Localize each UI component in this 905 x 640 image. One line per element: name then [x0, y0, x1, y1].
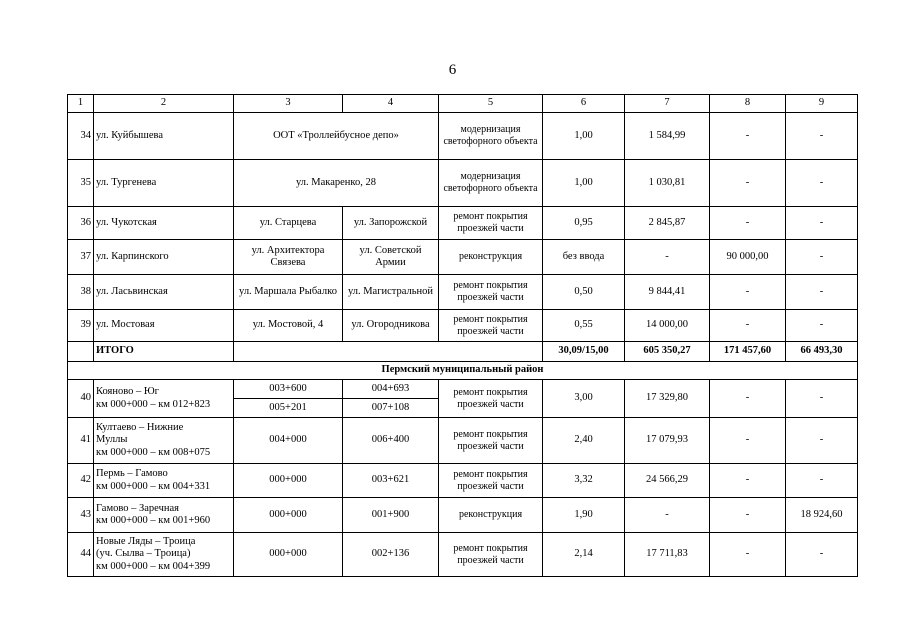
work-type-cell: ремонт покрытия проезжей части	[439, 310, 543, 342]
row-number: 38	[68, 275, 94, 310]
data-table	[67, 94, 858, 577]
value-cell: -	[625, 498, 710, 533]
value-cell: -	[786, 418, 858, 464]
from-cell: 003+600	[234, 380, 343, 399]
quantity-cell: 3,00	[543, 380, 625, 418]
quantity-cell: без ввода	[543, 240, 625, 275]
value-cell: -	[786, 240, 858, 275]
row-number: 37	[68, 240, 94, 275]
value-cell: -	[786, 275, 858, 310]
value-cell: 1 030,81	[625, 160, 710, 207]
row-number: 43	[68, 498, 94, 533]
street-cell: ул. Ласьвинская	[94, 275, 234, 310]
work-type-cell: ремонт покрытия проезжей части	[439, 380, 543, 418]
row-number: 34	[68, 113, 94, 160]
value-cell: 90 000,00	[710, 240, 786, 275]
value-cell: -	[710, 275, 786, 310]
row-number: 35	[68, 160, 94, 207]
value-cell: 2 845,87	[625, 207, 710, 240]
value-cell: 24 566,29	[625, 464, 710, 498]
street-cell: ул. Карпинского	[94, 240, 234, 275]
table-row	[68, 498, 858, 533]
value-cell: 14 000,00	[625, 310, 710, 342]
work-type-cell: реконструкция	[439, 240, 543, 275]
road-name: Новые Ляды – Троица	[96, 536, 196, 548]
total-row	[68, 342, 858, 362]
road-section: (уч. Сылва – Троица)	[96, 548, 191, 560]
to-cell: 002+136	[343, 533, 439, 577]
table-row	[68, 240, 858, 275]
header-cell: 4	[343, 95, 439, 113]
value-cell: -	[786, 380, 858, 418]
from-cell: 000+000	[234, 464, 343, 498]
road-cell	[94, 418, 234, 464]
from-cell: ул. Старцева	[234, 207, 343, 240]
value-cell: -	[710, 207, 786, 240]
road-cell	[94, 464, 234, 498]
road-range: км 000+000 – км 004+399	[96, 560, 211, 572]
street-cell: ул. Мостовая	[94, 310, 234, 342]
road-name-cont: Муллы	[96, 434, 128, 446]
to-cell: 007+108	[343, 399, 439, 418]
row-number: 44	[68, 533, 94, 577]
row-number: 42	[68, 464, 94, 498]
value-cell: -	[710, 464, 786, 498]
road-name: Кояново – Юг	[96, 386, 159, 398]
total-value: 605 350,27	[625, 342, 710, 362]
work-type-cell: ремонт покрытия проезжей части	[439, 207, 543, 240]
table-row	[68, 113, 858, 160]
road-range: км 000+000 – км 004+331	[96, 480, 211, 492]
value-cell: 17 079,93	[625, 418, 710, 464]
from-cell: ул. Маршала Рыбалко	[234, 275, 343, 310]
empty-cell	[68, 342, 94, 362]
work-type-cell: ремонт покрытия проезжей части	[439, 533, 543, 577]
work-type-cell: модернизация светофорного объекта	[439, 113, 543, 160]
road-name: Култаево – Нижние	[96, 422, 184, 434]
road-range: км 000+000 – км 012+823	[96, 398, 211, 410]
value-cell: -	[786, 207, 858, 240]
from-cell: ул. Мостовой, 4	[234, 310, 343, 342]
value-cell: 17 711,83	[625, 533, 710, 577]
road-cell	[94, 498, 234, 533]
quantity-cell: 0,55	[543, 310, 625, 342]
header-cell: 5	[439, 95, 543, 113]
street-cell: ул. Куйбышева	[94, 113, 234, 160]
value-cell: -	[710, 310, 786, 342]
value-cell: -	[786, 160, 858, 207]
total-quantity: 30,09/15,00	[543, 342, 625, 362]
value-cell: -	[786, 533, 858, 577]
work-type-cell: ремонт покрытия проезжей части	[439, 275, 543, 310]
row-number: 41	[68, 418, 94, 464]
header-cell: 2	[94, 95, 234, 113]
value-cell: -	[710, 418, 786, 464]
total-label: ИТОГО	[94, 342, 234, 362]
total-value: 171 457,60	[710, 342, 786, 362]
header-cell: 9	[786, 95, 858, 113]
value-cell: -	[710, 380, 786, 418]
header-cell: 8	[710, 95, 786, 113]
row-number: 40	[68, 380, 94, 418]
value-cell: -	[710, 113, 786, 160]
table-row	[68, 464, 858, 498]
to-cell: ул. Огородникова	[343, 310, 439, 342]
road-range: км 000+000 – км 008+075	[96, 446, 211, 458]
from-cell: 004+000	[234, 418, 343, 464]
from-cell: 000+000	[234, 533, 343, 577]
quantity-cell: 1,90	[543, 498, 625, 533]
road-range: км 000+000 – км 001+960	[96, 515, 211, 526]
row-number: 36	[68, 207, 94, 240]
value-cell: -	[786, 464, 858, 498]
road-name: Пермь – Гамово	[96, 468, 168, 480]
value-cell: 1 584,99	[625, 113, 710, 160]
to-cell: 001+900	[343, 498, 439, 533]
table-row	[68, 207, 858, 240]
work-type-cell: ремонт покрытия проезжей части	[439, 464, 543, 498]
page-number: 6	[448, 62, 457, 78]
quantity-cell: 0,95	[543, 207, 625, 240]
value-cell: -	[710, 160, 786, 207]
road-cell	[94, 533, 234, 577]
table-row	[68, 160, 858, 207]
value-cell: -	[710, 498, 786, 533]
value-cell: -	[786, 310, 858, 342]
quantity-cell: 1,00	[543, 113, 625, 160]
street-cell: ул. Чукотская	[94, 207, 234, 240]
header-cell: 1	[68, 95, 94, 113]
to-cell: ул. Запорожской	[343, 207, 439, 240]
quantity-cell: 2,14	[543, 533, 625, 577]
table-row	[68, 380, 858, 399]
value-cell: 17 329,80	[625, 380, 710, 418]
quantity-cell: 0,50	[543, 275, 625, 310]
street-cell: ул. Тургенева	[94, 160, 234, 207]
work-type-cell: ремонт покрытия проезжей части	[439, 418, 543, 464]
to-cell: ул. Советской Армии	[343, 240, 439, 275]
from-cell: 005+201	[234, 399, 343, 418]
to-cell: 006+400	[343, 418, 439, 464]
header-cell: 7	[625, 95, 710, 113]
section-row	[68, 362, 858, 380]
to-cell: 003+621	[343, 464, 439, 498]
work-type-cell: модернизация светофорного объекта	[439, 160, 543, 207]
section-title: Пермский муниципальный район	[68, 362, 858, 380]
quantity-cell: 3,32	[543, 464, 625, 498]
header-cell: 6	[543, 95, 625, 113]
table-row	[68, 310, 858, 342]
quantity-cell: 2,40	[543, 418, 625, 464]
total-value: 66 493,30	[786, 342, 858, 362]
row-number: 39	[68, 310, 94, 342]
to-cell: 004+693	[343, 380, 439, 399]
road-name: Гамово – Заречная	[96, 502, 179, 514]
from-cell: 000+000	[234, 498, 343, 533]
table-row	[68, 533, 858, 577]
value-cell: -	[786, 113, 858, 160]
header-cell: 3	[234, 95, 343, 113]
work-type-cell: реконструкция	[439, 498, 543, 533]
value-cell: 18 924,60	[786, 498, 858, 533]
location-cell: ООТ «Троллейбусное депо»	[234, 113, 439, 160]
value-cell: -	[710, 533, 786, 577]
value-cell: -	[625, 240, 710, 275]
header-row	[68, 95, 858, 113]
from-cell: ул. Архитектора Связева	[234, 240, 343, 275]
value-cell: 9 844,41	[625, 275, 710, 310]
table-row	[68, 275, 858, 310]
quantity-cell: 1,00	[543, 160, 625, 207]
empty-cell	[234, 342, 543, 362]
location-cell: ул. Макаренко, 28	[234, 160, 439, 207]
road-cell	[94, 380, 234, 418]
table-row	[68, 418, 858, 464]
to-cell: ул. Магистральной	[343, 275, 439, 310]
